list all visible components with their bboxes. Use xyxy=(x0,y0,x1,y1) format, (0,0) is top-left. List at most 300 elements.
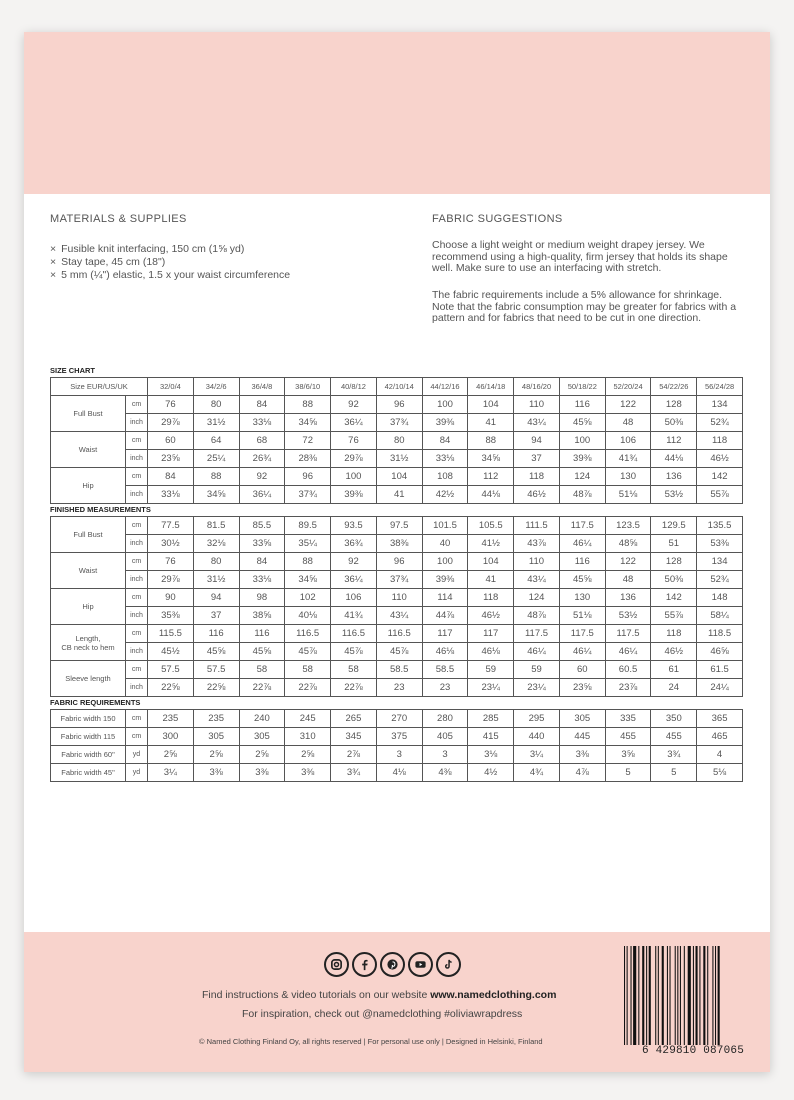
value-cell: 84 xyxy=(422,432,468,450)
value-cell: 240 xyxy=(239,710,285,728)
value-cell: 116 xyxy=(193,625,239,643)
barcode-bar xyxy=(646,946,647,1046)
unit-cell: cm xyxy=(126,589,148,607)
value-cell: 29⅞ xyxy=(148,414,194,432)
value-cell: 80 xyxy=(193,396,239,414)
value-cell: 41½ xyxy=(468,535,514,553)
table-row xyxy=(51,661,743,679)
value-cell: 100 xyxy=(422,553,468,571)
value-cell: 22⅞ xyxy=(239,679,285,697)
table-row xyxy=(51,450,743,468)
value-cell: 118 xyxy=(468,589,514,607)
value-cell: 41 xyxy=(468,414,514,432)
value-cell: 116.5 xyxy=(331,625,377,643)
value-cell: 102 xyxy=(285,589,331,607)
row-label: Full Bust xyxy=(51,396,126,432)
value-cell: 104 xyxy=(376,468,422,486)
value-cell: 465 xyxy=(697,728,743,746)
value-cell: 32⅛ xyxy=(193,535,239,553)
size-header-cell: 46/14/18 xyxy=(468,378,514,396)
value-cell: 45⅞ xyxy=(285,643,331,661)
table-row xyxy=(51,486,743,504)
value-cell: 270 xyxy=(376,710,422,728)
barcode-bar xyxy=(638,946,639,1046)
barcode-bar xyxy=(688,946,691,1046)
value-cell: 35⅜ xyxy=(148,607,194,625)
value-cell: 110 xyxy=(514,553,560,571)
unit-cell: yd xyxy=(126,746,148,764)
value-cell: 48⅞ xyxy=(559,486,605,504)
unit-cell: inch xyxy=(126,679,148,697)
barcode-bar xyxy=(658,946,659,1046)
value-cell: 117 xyxy=(422,625,468,643)
value-cell: 3⅜ xyxy=(559,746,605,764)
materials-item: × Stay tape, 45 cm (18") xyxy=(50,256,166,268)
value-cell: 84 xyxy=(239,553,285,571)
value-cell: 88 xyxy=(468,432,514,450)
value-cell: 3 xyxy=(422,746,468,764)
size-header-cell: 52/20/24 xyxy=(605,378,651,396)
value-cell: 130 xyxy=(605,468,651,486)
value-cell: 36¾ xyxy=(331,535,377,553)
tiktok-icon[interactable] xyxy=(436,952,461,977)
unit-cell: inch xyxy=(126,643,148,661)
value-cell: 280 xyxy=(422,710,468,728)
value-cell: 72 xyxy=(285,432,331,450)
row-label: Fabric width 150 xyxy=(51,710,126,728)
value-cell: 100 xyxy=(331,468,377,486)
value-cell: 80 xyxy=(193,553,239,571)
value-cell: 24 xyxy=(651,679,697,697)
value-cell: 2⅝ xyxy=(193,746,239,764)
value-cell: 57.5 xyxy=(193,661,239,679)
value-cell: 40⅛ xyxy=(285,607,331,625)
value-cell: 43⅞ xyxy=(514,535,560,553)
value-cell: 38⅜ xyxy=(376,535,422,553)
value-cell: 4⅞ xyxy=(559,764,605,782)
row-label: Fabric width 115 xyxy=(51,728,126,746)
unit-cell: cm xyxy=(126,661,148,679)
instagram-icon[interactable] xyxy=(324,952,349,977)
youtube-icon[interactable] xyxy=(408,952,433,977)
value-cell: 33⅝ xyxy=(239,535,285,553)
size-header-cell: 42/10/14 xyxy=(376,378,422,396)
value-cell: 22⅞ xyxy=(285,679,331,697)
value-cell: 46¼ xyxy=(559,535,605,553)
size-chart-table xyxy=(50,377,743,504)
value-cell: 23 xyxy=(422,679,468,697)
value-cell: 3¾ xyxy=(331,764,377,782)
barcode-bar xyxy=(693,946,694,1046)
value-cell: 3⅝ xyxy=(605,746,651,764)
table-row xyxy=(51,432,743,450)
barcode-bar xyxy=(675,946,676,1046)
value-cell: 76 xyxy=(148,553,194,571)
materials-item: × Fusible knit interfacing, 150 cm (1⅝ yd) xyxy=(50,243,245,255)
value-cell: 41 xyxy=(376,486,422,504)
value-cell: 46⅝ xyxy=(697,643,743,661)
value-cell: 101.5 xyxy=(422,517,468,535)
value-cell: 148 xyxy=(697,589,743,607)
facebook-icon[interactable] xyxy=(352,952,377,977)
value-cell: 117.5 xyxy=(514,625,560,643)
value-cell: 39⅜ xyxy=(559,450,605,468)
barcode-bar xyxy=(642,946,644,1046)
value-cell: 2⅝ xyxy=(239,746,285,764)
value-cell: 33⅛ xyxy=(239,571,285,589)
value-cell: 60 xyxy=(148,432,194,450)
value-cell: 23⅞ xyxy=(605,679,651,697)
value-cell: 45⅞ xyxy=(331,643,377,661)
value-cell: 375 xyxy=(376,728,422,746)
value-cell: 44⅛ xyxy=(651,450,697,468)
value-cell: 90 xyxy=(148,589,194,607)
value-cell: 23¼ xyxy=(468,679,514,697)
barcode-bar xyxy=(655,946,656,1046)
value-cell: 4¾ xyxy=(514,764,560,782)
value-cell: 106 xyxy=(605,432,651,450)
value-cell: 112 xyxy=(468,468,514,486)
barcode xyxy=(620,946,766,1058)
value-cell: 128 xyxy=(651,553,697,571)
value-cell: 46½ xyxy=(514,486,560,504)
value-cell: 52¾ xyxy=(697,571,743,589)
value-cell: 34⅝ xyxy=(285,571,331,589)
value-cell: 4 xyxy=(697,746,743,764)
value-cell: 440 xyxy=(514,728,560,746)
value-cell: 93.5 xyxy=(331,517,377,535)
value-cell: 124 xyxy=(559,468,605,486)
value-cell: 46½ xyxy=(697,450,743,468)
value-cell: 85.5 xyxy=(239,517,285,535)
size-header-cell: 56/24/28 xyxy=(697,378,743,396)
value-cell: 46¼ xyxy=(605,643,651,661)
value-cell: 96 xyxy=(285,468,331,486)
value-cell: 45⅝ xyxy=(559,571,605,589)
value-cell: 45⅝ xyxy=(559,414,605,432)
value-cell: 51 xyxy=(651,535,697,553)
value-cell: 122 xyxy=(605,553,651,571)
value-cell: 22⅝ xyxy=(148,679,194,697)
fabric-suggestions-paragraph-2: The fabric requirements include a 5% allowance for shrinkage. Note that the fabric consumption may be greater for fabrics with a pattern and for fabrics that need to be cut in one direction. xyxy=(432,289,737,324)
barcode-bar xyxy=(715,946,716,1046)
value-cell: 50⅜ xyxy=(651,414,697,432)
value-cell: 136 xyxy=(651,468,697,486)
finished-measurements-title: FINISHED MEASUREMENTS xyxy=(50,505,151,514)
value-cell: 110 xyxy=(514,396,560,414)
value-cell: 116.5 xyxy=(376,625,422,643)
value-cell: 45⅝ xyxy=(239,643,285,661)
value-cell: 48 xyxy=(605,414,651,432)
size-tables xyxy=(50,365,742,782)
barcode-bar xyxy=(696,946,698,1046)
value-cell: 96 xyxy=(376,553,422,571)
value-cell: 134 xyxy=(697,396,743,414)
value-cell: 31½ xyxy=(193,571,239,589)
value-cell: 2⅝ xyxy=(148,746,194,764)
value-cell: 89.5 xyxy=(285,517,331,535)
value-cell: 98 xyxy=(239,589,285,607)
value-cell: 117.5 xyxy=(605,625,651,643)
value-cell: 45⅞ xyxy=(376,643,422,661)
value-cell: 51⅛ xyxy=(559,607,605,625)
barcode-bar xyxy=(680,946,681,1046)
table-row xyxy=(51,625,743,643)
value-cell: 122 xyxy=(605,396,651,414)
value-cell: 5 xyxy=(651,764,697,782)
value-cell: 77.5 xyxy=(148,517,194,535)
fabric-requirements-table xyxy=(50,709,743,782)
value-cell: 76 xyxy=(148,396,194,414)
value-cell: 46½ xyxy=(651,643,697,661)
value-cell: 114 xyxy=(422,589,468,607)
value-cell: 81.5 xyxy=(193,517,239,535)
barcode-bar xyxy=(712,946,713,1046)
website-line: Find instructions & video tutorials on our website www.namedclothing.com xyxy=(202,989,557,1001)
value-cell: 39⅜ xyxy=(422,414,468,432)
barcode-bar xyxy=(718,946,720,1046)
size-chart-title: SIZE CHART xyxy=(50,366,95,375)
value-cell: 58¼ xyxy=(697,607,743,625)
value-cell: 112 xyxy=(651,432,697,450)
row-label: Waist xyxy=(51,553,126,589)
value-cell: 118.5 xyxy=(697,625,743,643)
value-cell: 117.5 xyxy=(559,517,605,535)
barcode-bar xyxy=(677,946,678,1046)
value-cell: 94 xyxy=(514,432,560,450)
value-cell: 295 xyxy=(514,710,560,728)
value-cell: 415 xyxy=(468,728,514,746)
value-cell: 88 xyxy=(285,396,331,414)
value-cell: 55⅞ xyxy=(697,486,743,504)
value-cell: 96 xyxy=(376,396,422,414)
unit-cell: inch xyxy=(126,450,148,468)
size-header-cell: 32/0/4 xyxy=(148,378,194,396)
value-cell: 40 xyxy=(422,535,468,553)
value-cell: 265 xyxy=(331,710,377,728)
value-cell: 136 xyxy=(605,589,651,607)
unit-cell: inch xyxy=(126,414,148,432)
value-cell: 60.5 xyxy=(605,661,651,679)
value-cell: 46⅛ xyxy=(468,643,514,661)
value-cell: 116 xyxy=(239,625,285,643)
value-cell: 37 xyxy=(193,607,239,625)
size-header-cell: 50/18/22 xyxy=(559,378,605,396)
unit-cell: cm xyxy=(126,710,148,728)
value-cell: 245 xyxy=(285,710,331,728)
value-cell: 92 xyxy=(331,553,377,571)
unit-cell: inch xyxy=(126,607,148,625)
unit-cell: cm xyxy=(126,432,148,450)
value-cell: 41 xyxy=(468,571,514,589)
materials-title: MATERIALS & SUPPLIES xyxy=(50,213,187,225)
value-cell: 33⅛ xyxy=(422,450,468,468)
value-cell: 300 xyxy=(148,728,194,746)
unit-cell: inch xyxy=(126,535,148,553)
unit-cell: inch xyxy=(126,486,148,504)
value-cell: 445 xyxy=(559,728,605,746)
table-row xyxy=(51,517,743,535)
table-row xyxy=(51,468,743,486)
value-cell: 94 xyxy=(193,589,239,607)
size-header-cell: 40/8/12 xyxy=(331,378,377,396)
value-cell: 108 xyxy=(422,468,468,486)
table-row xyxy=(51,607,743,625)
value-cell: 405 xyxy=(422,728,468,746)
value-cell: 23⅝ xyxy=(559,679,605,697)
value-cell: 45½ xyxy=(148,643,194,661)
value-cell: 106 xyxy=(331,589,377,607)
value-cell: 100 xyxy=(422,396,468,414)
barcode-bar xyxy=(633,946,636,1046)
barcode-bar xyxy=(707,946,708,1046)
value-cell: 57.5 xyxy=(148,661,194,679)
value-cell: 37¾ xyxy=(376,414,422,432)
value-cell: 305 xyxy=(193,728,239,746)
barcode-bar xyxy=(684,946,685,1046)
value-cell: 60 xyxy=(559,661,605,679)
barcode-bar xyxy=(631,946,632,1046)
value-cell: 43¼ xyxy=(376,607,422,625)
value-cell: 310 xyxy=(285,728,331,746)
value-cell: 88 xyxy=(285,553,331,571)
value-cell: 5⅛ xyxy=(697,764,743,782)
value-cell: 118 xyxy=(514,468,560,486)
value-cell: 53½ xyxy=(605,607,651,625)
value-cell: 117 xyxy=(468,625,514,643)
row-label: Fabric width 45" xyxy=(51,764,126,782)
value-cell: 58.5 xyxy=(376,661,422,679)
row-label: Fabric width 60" xyxy=(51,746,126,764)
size-header-cell: 38/6/10 xyxy=(285,378,331,396)
pinterest-icon[interactable] xyxy=(380,952,405,977)
value-cell: 5 xyxy=(605,764,651,782)
fabric-suggestions-title: FABRIC SUGGESTIONS xyxy=(432,213,563,225)
barcode-number: 6 429810 087065 xyxy=(620,1045,766,1057)
row-label: Hip xyxy=(51,468,126,504)
value-cell: 142 xyxy=(651,589,697,607)
value-cell: 92 xyxy=(331,396,377,414)
value-cell: 4⅛ xyxy=(376,764,422,782)
value-cell: 24¼ xyxy=(697,679,743,697)
size-header-cell: 36/4/8 xyxy=(239,378,285,396)
table-row xyxy=(51,396,743,414)
value-cell: 68 xyxy=(239,432,285,450)
value-cell: 58 xyxy=(285,661,331,679)
size-header-label: Size EUR/US/UK xyxy=(51,378,148,396)
value-cell: 134 xyxy=(697,553,743,571)
value-cell: 235 xyxy=(193,710,239,728)
barcode-bar xyxy=(624,946,625,1046)
unit-cell: cm xyxy=(126,517,148,535)
value-cell: 84 xyxy=(148,468,194,486)
materials-list xyxy=(50,243,290,282)
value-cell: 104 xyxy=(468,396,514,414)
value-cell: 37 xyxy=(514,450,560,468)
value-cell: 34⅝ xyxy=(285,414,331,432)
value-cell: 48⅝ xyxy=(605,535,651,553)
value-cell: 142 xyxy=(697,468,743,486)
value-cell: 28⅜ xyxy=(285,450,331,468)
table-row xyxy=(51,746,743,764)
value-cell: 29⅞ xyxy=(331,450,377,468)
value-cell: 88 xyxy=(193,468,239,486)
row-label: Sleeve length xyxy=(51,661,126,697)
value-cell: 135.5 xyxy=(697,517,743,535)
value-cell: 51⅛ xyxy=(605,486,651,504)
value-cell: 52¾ xyxy=(697,414,743,432)
size-header-cell: 54/22/26 xyxy=(651,378,697,396)
value-cell: 34⅝ xyxy=(468,450,514,468)
value-cell: 22⅞ xyxy=(331,679,377,697)
finished-measurements-table xyxy=(50,516,743,697)
value-cell: 29⅞ xyxy=(148,571,194,589)
barcode-bar xyxy=(662,946,664,1046)
value-cell: 4⅜ xyxy=(422,764,468,782)
value-cell: 128 xyxy=(651,396,697,414)
value-cell: 3⅜ xyxy=(239,764,285,782)
value-cell: 92 xyxy=(239,468,285,486)
value-cell: 58 xyxy=(239,661,285,679)
value-cell: 3⅜ xyxy=(193,764,239,782)
value-cell: 30½ xyxy=(148,535,194,553)
value-cell: 2⅝ xyxy=(285,746,331,764)
table-row xyxy=(51,728,743,746)
copyright-line: © Named Clothing Finland Oy, all rights reserved | For personal use only | Designed in Helsinki, Finland xyxy=(199,1037,543,1046)
value-cell: 53⅜ xyxy=(697,535,743,553)
value-cell: 305 xyxy=(239,728,285,746)
website-link[interactable]: www.namedclothing.com xyxy=(430,989,557,1001)
row-label: Length, CB neck to hem xyxy=(51,625,126,661)
value-cell: 124 xyxy=(514,589,560,607)
value-cell: 42½ xyxy=(422,486,468,504)
value-cell: 36¼ xyxy=(239,486,285,504)
value-cell: 45⅝ xyxy=(193,643,239,661)
row-label: Waist xyxy=(51,432,126,468)
value-cell: 76 xyxy=(331,432,377,450)
value-cell: 111.5 xyxy=(514,517,560,535)
top-pink-band xyxy=(24,32,770,194)
value-cell: 118 xyxy=(651,625,697,643)
value-cell: 46¼ xyxy=(559,643,605,661)
value-cell: 46¼ xyxy=(514,643,560,661)
unit-cell: inch xyxy=(126,571,148,589)
value-cell: 115.5 xyxy=(148,625,194,643)
value-cell: 26¾ xyxy=(239,450,285,468)
value-cell: 104 xyxy=(468,553,514,571)
materials-item: × 5 mm (¼") elastic, 1.5 x your waist circumference xyxy=(50,269,291,281)
table-row xyxy=(51,589,743,607)
value-cell: 305 xyxy=(559,710,605,728)
table-row xyxy=(51,764,743,782)
value-cell: 3 xyxy=(376,746,422,764)
value-cell: 41¾ xyxy=(331,607,377,625)
table-row xyxy=(51,710,743,728)
barcode-bar xyxy=(649,946,651,1046)
value-cell: 58.5 xyxy=(422,661,468,679)
barcode-bar xyxy=(699,946,700,1046)
row-label: Hip xyxy=(51,589,126,625)
value-cell: 36¼ xyxy=(331,414,377,432)
barcode-bar xyxy=(667,946,668,1046)
value-cell: 23 xyxy=(376,679,422,697)
value-cell: 58 xyxy=(331,661,377,679)
table-row xyxy=(51,535,743,553)
table-row xyxy=(51,571,743,589)
value-cell: 118 xyxy=(697,432,743,450)
value-cell: 23⅝ xyxy=(148,450,194,468)
value-cell: 35¼ xyxy=(285,535,331,553)
